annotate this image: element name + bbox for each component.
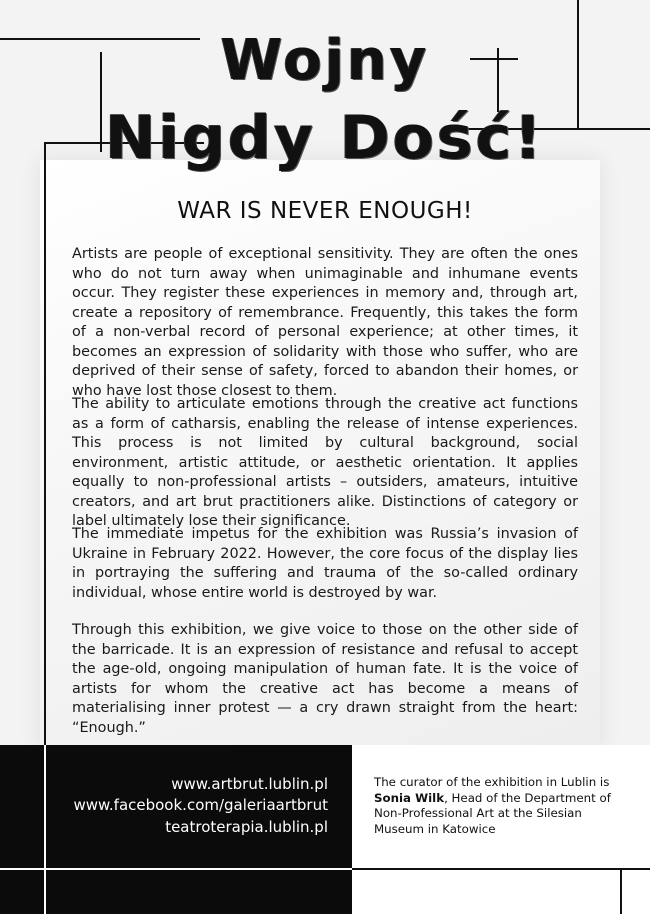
curator-text-after: , Head of the Department of Non-Professional Art at the Silesian Museum in Katowice xyxy=(374,790,611,836)
facebook-link[interactable]: www.facebook.com/galeriaartbrut xyxy=(73,796,328,814)
title-line-2: Nigdy Dość! xyxy=(105,103,545,173)
curator-name: Sonia Wilk xyxy=(374,790,445,805)
paragraph: Artists are people of exceptional sensitivity. They are often the ones who do not turn away when unimaginable and inhumane events occur. They register these experiences in memory and, through art, create a repository of remembrance. Frequently, this takes the form of a non-verbal record of personal experience; at other times, it becomes an expression of solidarity with those who suffer, who are deprived of their sense of safety, forced to abandon their homes, or who have lost those closest to them. xyxy=(72,246,578,399)
subtitle: WAR IS NEVER ENOUGH! xyxy=(177,198,473,224)
paragraph: The immediate impetus for the exhibition was Russia’s invasion of Ukraine in February 2022. However, the core focus of the display lies in portraying the suffering and trauma of the so-called ordinary individual, whose entire world is destroyed by war. xyxy=(72,526,578,601)
footer-grid-line xyxy=(44,745,46,914)
curator-note xyxy=(374,775,614,837)
footer-grid-line xyxy=(352,868,650,870)
title-line-1: Wojny xyxy=(220,28,430,93)
paragraph: Through this exhibition, we give voice to those on the other side of the barricade. It is an expression of resistance and refusal to accept the age-old, ongoing manipulation of human fate. It is the voice of artists for whom the creative act has become a means of materialising inner protest — a cry drawn straight from the heart: “Enough.” xyxy=(72,622,578,736)
teatroterapia-link[interactable]: teatroterapia.lublin.pl xyxy=(165,818,328,836)
curator-text-before: The curator of the exhibition in Lublin is xyxy=(374,775,610,789)
paragraph: The ability to articulate emotions through the creative act functions as a form of catharsis, enabling the release of intense experiences. This process is not limited by cultural background, social environment, artistic attitude, or aesthetic orientation. It applies equally to non-professional artists – outsiders, amateurs, intuitive creators, and art brut practitioners alike. Distinctions of category or label ultimately lose their significance. xyxy=(72,396,578,529)
footer-grid-line xyxy=(620,868,622,914)
website-link[interactable]: www.artbrut.lublin.pl xyxy=(171,775,328,793)
